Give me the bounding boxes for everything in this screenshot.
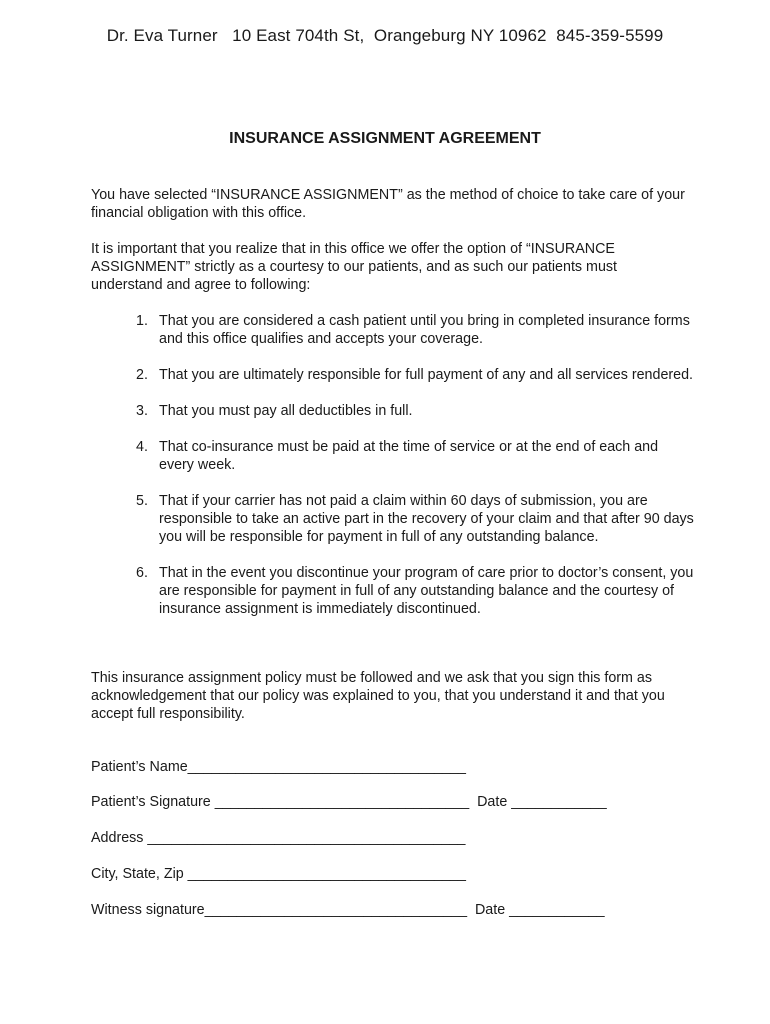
list-item — [136, 312, 696, 348]
document-title: INSURANCE ASSIGNMENT AGREEMENT — [229, 130, 541, 147]
list-item-text: That in the event you discontinue your program of care prior to doctor’s consent, you are responsible for payment in full of any outstanding balance and the courtesy of insurance assignment is immediately discontinued. — [159, 565, 694, 617]
list-item-text: That you must pay all deductibles in full. — [159, 403, 413, 419]
list-item-text: That co-insurance must be paid at the time of service or at the end of each and every week. — [159, 439, 659, 473]
list-item-number: 2. — [136, 367, 148, 383]
list-item-text: That if your carrier has not paid a claim within 60 days of submission, you are responsible to take an active part in the recovery of your claim and that after 90 days you will be responsible for payment in full of any outstanding balance. — [159, 493, 694, 545]
patient-name-field[interactable]: Patient’s Name___________________________________ — [91, 759, 466, 775]
list-item — [136, 366, 696, 384]
courtesy-paragraph: It is important that you realize that in this office we offer the option of “INSURANCE ASSIGNMENT” strictly as a courtesy to our patients, and as such our patients must understand and agree to following: — [91, 241, 618, 293]
list-item — [136, 564, 696, 618]
city-state-zip-field[interactable]: City, State, Zip ___________________________________ — [91, 866, 466, 882]
list-item — [136, 402, 696, 420]
list-item-number: 5. — [136, 493, 148, 509]
list-item-text: That you are considered a cash patient until you bring in completed insurance forms and this office qualifies and accepts your coverage. — [159, 313, 690, 347]
intro-paragraph: You have selected “INSURANCE ASSIGNMENT” as the method of choice to take care of your financial obligation with this office. — [91, 187, 685, 221]
closing-paragraph: This insurance assignment policy must be followed and we ask that you sign this form as acknowledgement that our policy was explained to you, that you understand it and that you accept full responsibility. — [91, 670, 665, 722]
list-item-number: 6. — [136, 565, 148, 581]
list-item-text: That you are ultimately responsible for full payment of any and all services rendered. — [159, 367, 694, 383]
list-item-number: 3. — [136, 403, 148, 419]
witness-signature-field[interactable]: Witness signature_________________________________ Date ____________ — [91, 902, 605, 918]
patient-signature-field[interactable]: Patient’s Signature ________________________________ Date ____________ — [91, 794, 607, 810]
address-field[interactable]: Address ________________________________________ — [91, 830, 466, 846]
terms-list — [136, 312, 696, 636]
list-item-number: 4. — [136, 439, 148, 455]
list-item-number: 1. — [136, 313, 148, 329]
list-item — [136, 438, 696, 474]
letterhead: Dr. Eva Turner 10 East 704th St, Orangeburg NY 10962 845-359-5599 — [106, 26, 664, 45]
list-item — [136, 492, 696, 546]
